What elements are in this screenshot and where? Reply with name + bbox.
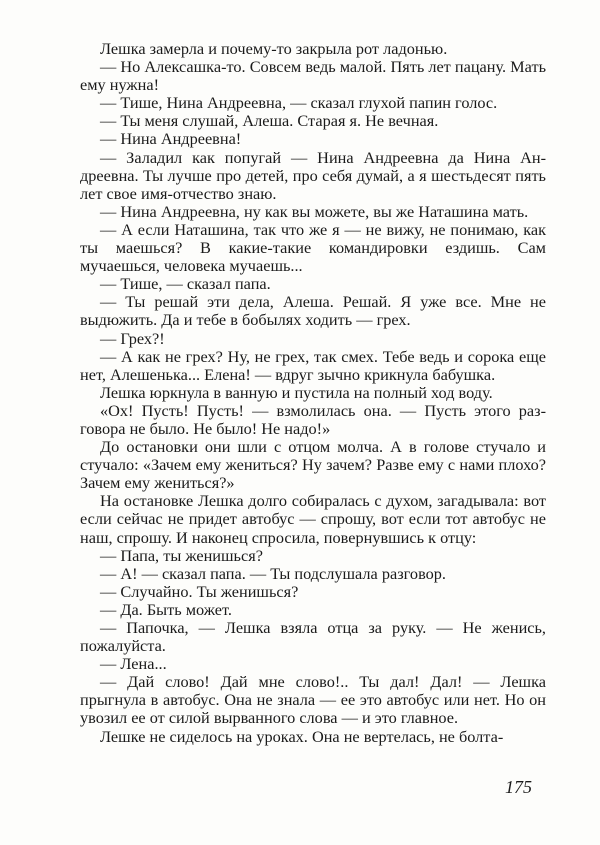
paragraph: — Заладил как попугай — Нина Андреевна да Нина Андреевна. Ты лучше про детей, про себя думай, а я шестьдесят пять лет свое имя-отчество знаю. bbox=[80, 147, 546, 203]
paragraph: Лешка замерла и почему-то закрыла рот ладонью. bbox=[100, 39, 448, 58]
paragraph: — Тише, — сказал папа. bbox=[100, 274, 271, 294]
paragraph: — Папа, ты женишься? bbox=[100, 545, 263, 565]
paragraph: — А! — сказал папа. — Ты подслушала разговор. bbox=[100, 563, 446, 583]
paragraph: — Грех?! bbox=[100, 328, 165, 348]
paragraph: — Да. Быть может. bbox=[100, 599, 232, 619]
paragraph: — А как не грех? Ну, не грех, так смех. Тебе ведь и сорока еще нет, Алешенька... Елена! — вдруг зычно крикнула бабушка. bbox=[80, 346, 546, 384]
paragraph: — Нина Андреевна! bbox=[100, 129, 242, 149]
paragraph: — Ты меня слушай, Алеша. Старая я. Не вечная. bbox=[100, 111, 439, 131]
paragraph: — Папочка, — Лешка взяла отца за руку. — Не женись, пожалуйста. bbox=[80, 618, 546, 656]
paragraph: — Нина Андреевна, ну как вы можете, вы же Наташина мать. bbox=[100, 201, 529, 221]
paragraph: До остановки они шли с отцом молча. А в голове стучало и стучало: «Зачем ему жениться? Ну зачем? Разве ему с нами плохо? Зачем ему жениться?» bbox=[80, 437, 546, 493]
paragraph: — Но Алексашка-то. Совсем ведь малой. Пять лет пацану. Мать ему нужна! bbox=[80, 57, 546, 95]
paragraph: — Лена... bbox=[100, 654, 167, 674]
paragraph: — Тише, Нина Андреевна, — сказал глухой папин голос. bbox=[100, 93, 498, 113]
paragraph: — Дай слово! Дай мне слово!.. Ты дал! Дал! — Лешка прыгнула в автобус. Она не знала — ее это автобус или нет. Но он увозил ее от силой вырванного слова — и это главное. bbox=[80, 672, 546, 728]
paragraph: — Случайно. Ты женишься? bbox=[100, 581, 299, 601]
paragraph: Лешке не сиделось на уроках. Она не вертелась, не болта- bbox=[100, 726, 504, 746]
paragraph: — Ты решай эти дела, Алеша. Решай. Я уже все. Мне не выдюжить. Да и тебе в бобылях ходить — грех. bbox=[80, 292, 546, 330]
paragraph: — А если Наташина, так что же я — не вижу, не понимаю, как ты маешься? В какие-такие командировки ездишь. Сам мучаешься, человека мучаешь... bbox=[80, 219, 546, 276]
paragraph: На остановке Лешка долго собиралась с духом, загадывала: вот если сейчас не придет автобус — спрошу, вот если тот автобус не наш, спрошу. И наконец спросила, повернувшись к отцу: bbox=[80, 491, 546, 547]
page-body-text bbox=[80, 40, 546, 746]
paragraph: Лешка юркнула в ванную и пустила на полный ход воду. bbox=[100, 382, 493, 402]
page-number: 175 bbox=[505, 777, 532, 797]
paragraph: «Ох! Пусть! Пусть! — взмолилась она. — Пусть этого разговора не было. Не было! Не надо!» bbox=[80, 400, 546, 438]
